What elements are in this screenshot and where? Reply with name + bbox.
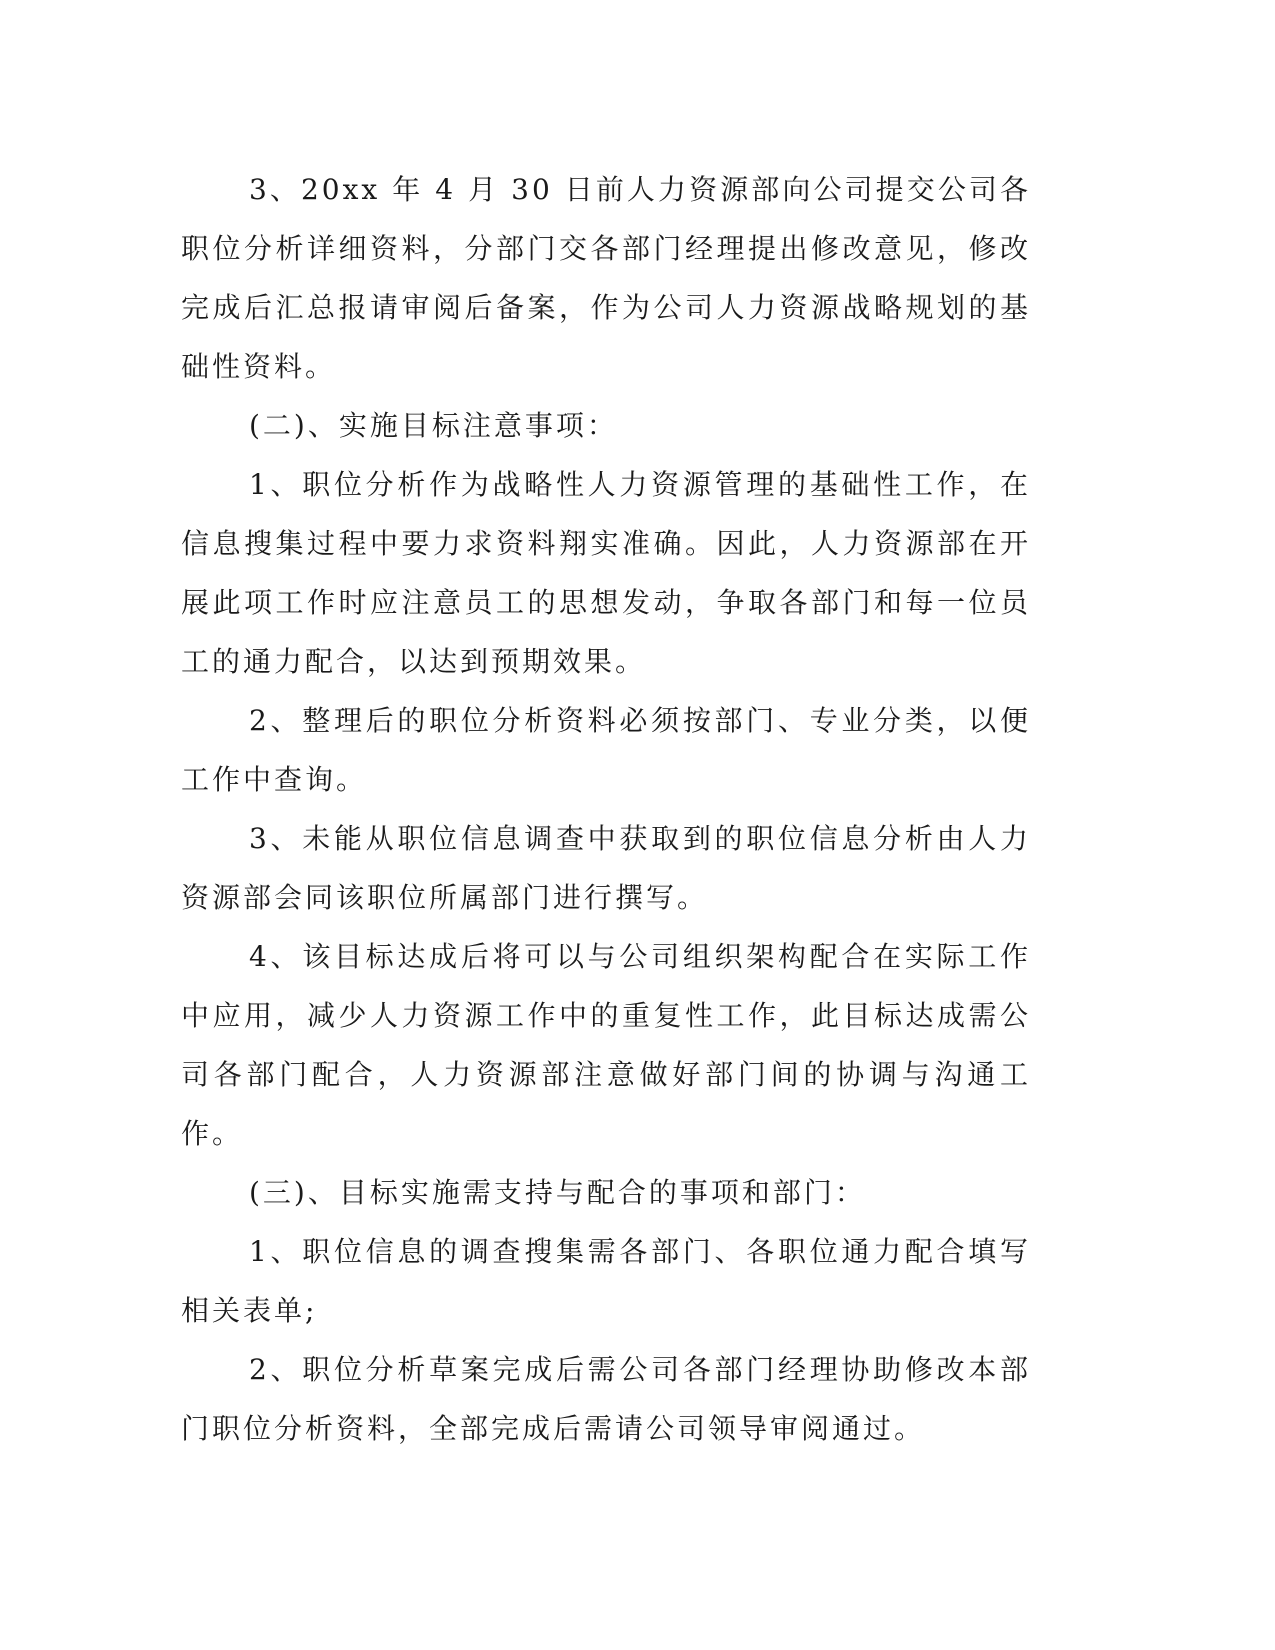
text-line: 2、职位分析草案完成后需公司各部门经理协助修改本部门职位 [181, 1353, 1031, 1445]
text-line: 1、职位分析作为战略性人力资源管理的基础性工作，在信息搜 [181, 468, 1031, 560]
paragraph-note-4 [181, 927, 1031, 1163]
text-line: 3、20xx 年 4 月 30 日前人力资源部向公司提交公司各职位分析详 [181, 173, 1031, 265]
text-line: ，减少人力资源工作中的重复性工作，此目标达成需公司各部门配合 [181, 999, 1031, 1091]
paragraph-submission-deadline [181, 160, 1031, 396]
text-line: 分析资料，全部完成后需请公司领导审阅通过。 [274, 1412, 926, 1445]
document-body [181, 160, 1031, 1458]
paragraph-support-1 [181, 1222, 1031, 1340]
text-line: 查询。 [274, 763, 368, 796]
text-line: 集过程中要力求资料翔实准确。因此，人力资源部在开展此项工作时 [181, 527, 1031, 619]
text-line: ，人力资源部注意做好部门间的协调与沟通工作。 [181, 1058, 1031, 1150]
paragraph-support-2 [181, 1340, 1031, 1458]
text-line: 细资料，分部门交各部门经理提出修改意见，修改完成后汇总报请审 [181, 232, 1031, 324]
section-heading-support [181, 1163, 1031, 1222]
section-heading-text: (三)、目标实施需支持与配合的事项和部门： [249, 1176, 866, 1209]
text-line: 阅后备案，作为公司人力资源战略规划的基础性资料。 [181, 291, 1031, 383]
text-line: 3、未能从职位信息调查中获取到的职位信息分析由人力资源部 [181, 822, 1031, 914]
paragraph-note-3 [181, 809, 1031, 927]
text-line: 会同该职位所属部门进行撰写。 [274, 881, 709, 914]
paragraph-note-1 [181, 455, 1031, 691]
section-heading-notes [181, 396, 1031, 455]
paragraph-note-2 [181, 691, 1031, 809]
text-line: 4、该目标达成后将可以与公司组织架构配合在实际工作中应用 [181, 940, 1031, 1032]
text-line: 1、职位信息的调查搜集需各部门、各职位通力配合填写相关表 [181, 1235, 1031, 1327]
section-heading-text: (二)、实施目标注意事项： [249, 409, 618, 442]
text-line: 到预期效果。 [460, 645, 647, 678]
text-line: 应注意员工的思想发动，争取各部门和每一位员工的通力配合，以达 [181, 586, 1031, 678]
text-line: 2、整理后的职位分析资料必须按部门、专业分类，以便工作中 [181, 704, 1031, 796]
text-line: 单; [274, 1294, 318, 1327]
